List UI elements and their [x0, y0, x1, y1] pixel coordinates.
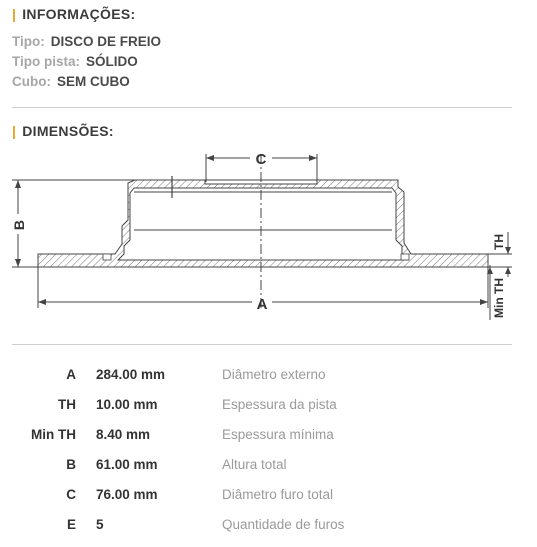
dimension-min-th-label: Min TH	[492, 278, 506, 318]
spec-code: B	[66, 457, 76, 472]
spec-description: Diâmetro externo	[222, 367, 326, 382]
divider	[12, 107, 512, 108]
spec-row-b	[0, 457, 537, 479]
disc-section	[38, 176, 488, 267]
dimensions-title-text: DIMENSÕES:	[22, 123, 114, 139]
info-value: DISCO DE FREIO	[50, 34, 162, 49]
spec-row-th	[0, 397, 537, 419]
dimensions-section-title	[12, 123, 114, 139]
dimension-b-label: B	[11, 219, 27, 231]
spec-row-c	[0, 487, 537, 509]
spec-code: Min TH	[31, 427, 76, 442]
brake-disc-diagram	[0, 140, 537, 340]
spec-code: E	[66, 517, 76, 532]
spec-description: Espessura mínima	[222, 427, 334, 442]
info-row-tipo-pista	[12, 54, 138, 69]
info-title-text: INFORMAÇÕES:	[22, 6, 136, 22]
info-key: Tipo pista:	[12, 54, 81, 69]
info-row-cubo	[12, 74, 130, 89]
spec-code: C	[66, 487, 76, 502]
info-section-title	[12, 6, 135, 22]
spec-value: 8.40 mm	[96, 427, 151, 442]
dimension-c-label: C	[255, 151, 267, 168]
dimension-th-label: TH	[492, 234, 506, 250]
spec-value: 284.00 mm	[96, 367, 166, 382]
spec-row-e	[0, 517, 537, 539]
spec-value: 76.00 mm	[96, 487, 158, 502]
info-key: Tipo:	[12, 34, 45, 49]
spec-value: 5	[96, 517, 104, 532]
info-value: SÓLIDO	[86, 54, 138, 69]
spec-description: Diâmetro furo total	[222, 487, 334, 502]
spec-row-min-th	[0, 427, 537, 449]
info-key: Cubo:	[12, 74, 51, 89]
spec-value: 61.00 mm	[96, 457, 158, 472]
spec-code: A	[66, 367, 76, 382]
dimension-a-label: A	[256, 296, 268, 313]
spec-description: Espessura da pista	[222, 397, 337, 412]
spec-code: TH	[58, 397, 76, 412]
spec-description: Altura total	[222, 457, 287, 472]
spec-description: Quantidade de furos	[222, 517, 345, 532]
accent-bar: |	[12, 6, 17, 22]
info-row-tipo	[12, 34, 161, 49]
accent-bar: |	[12, 123, 17, 139]
spec-value: 10.00 mm	[96, 397, 158, 412]
divider	[12, 344, 512, 345]
info-value: SEM CUBO	[56, 74, 130, 89]
spec-row-a	[0, 367, 537, 389]
